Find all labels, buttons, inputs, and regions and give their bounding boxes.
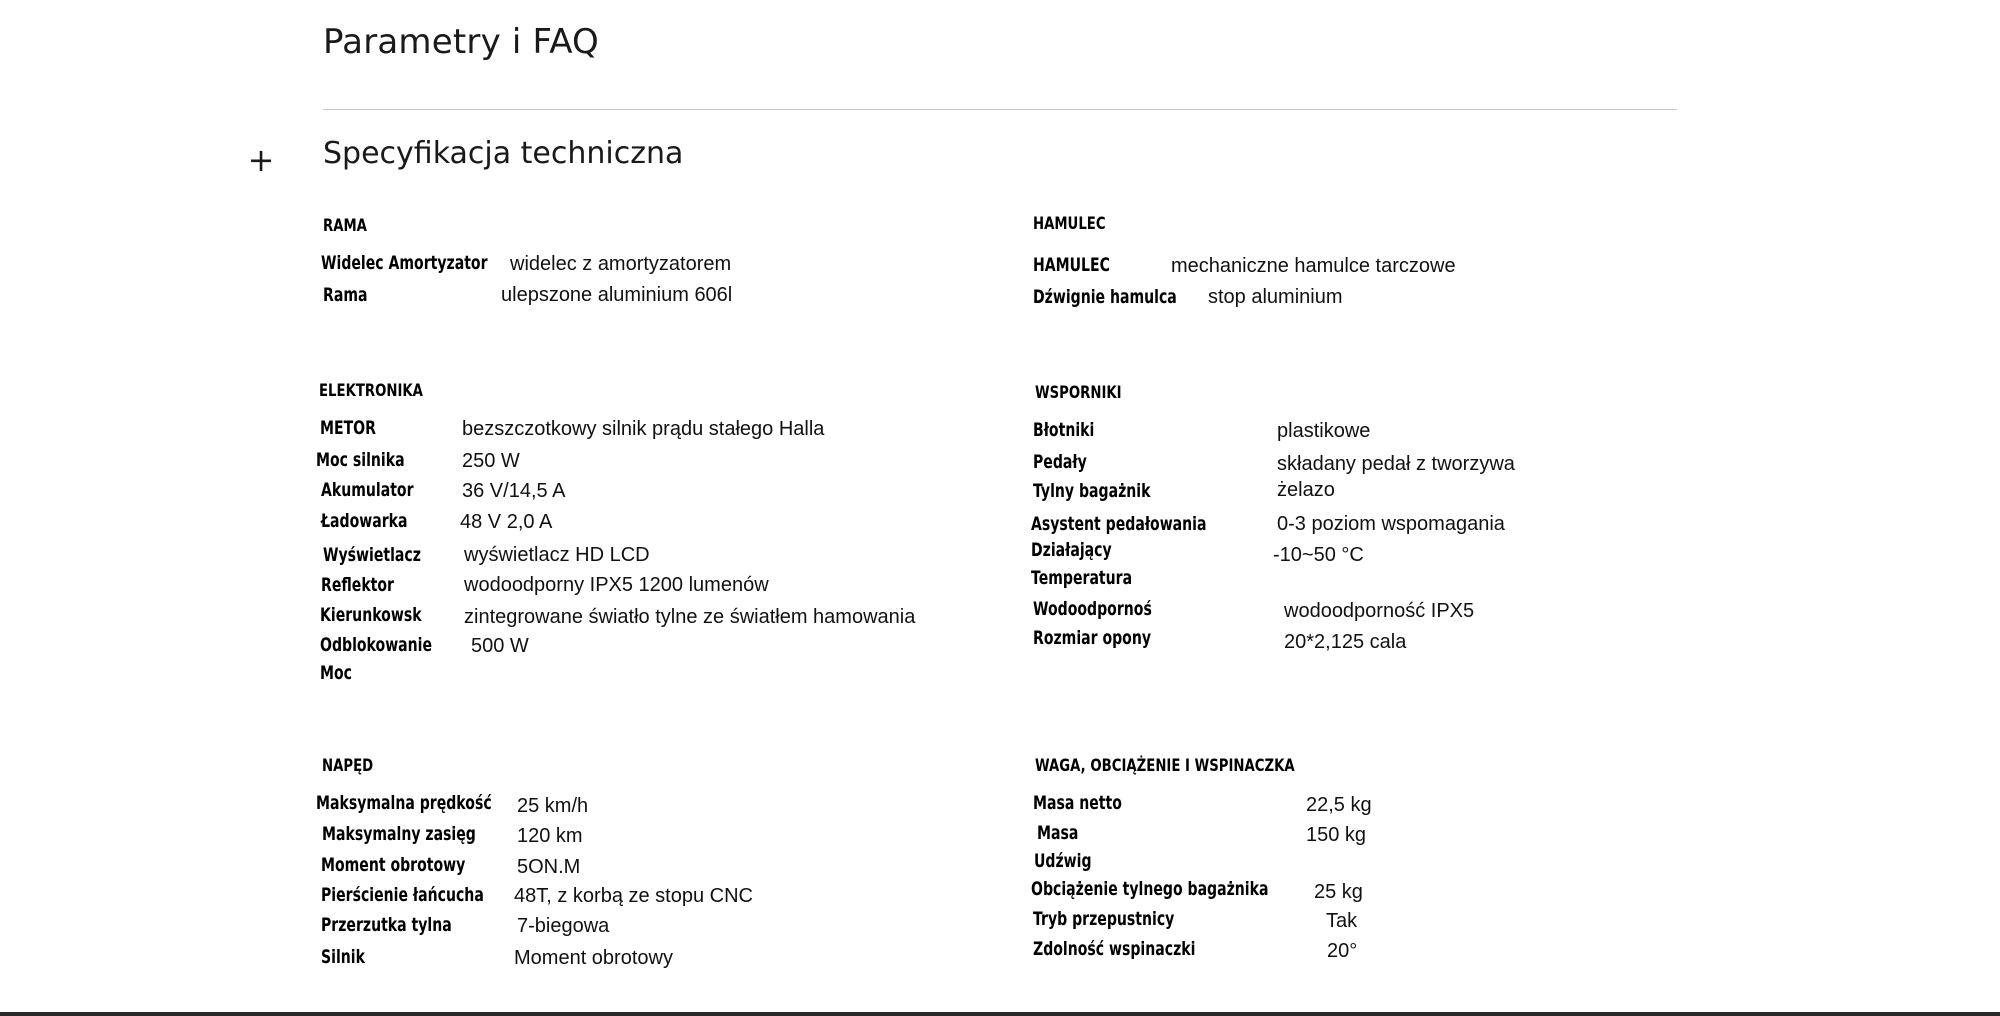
spec-label: Akumulator <box>321 479 414 501</box>
spec-value: stop aluminium <box>1208 286 1343 308</box>
spec-label: Tryb przepustnicy <box>1033 908 1175 930</box>
spec-value: zintegrowane światło tylne ze światłem hamowania <box>464 606 916 628</box>
spec-value: 36 V/14,5 A <box>462 480 566 502</box>
spec-value: widelec z amortyzatorem <box>510 253 732 275</box>
spec-label: Zdolność wspinaczki <box>1033 938 1196 960</box>
group-heading-waga: WAGA, OBCIĄŻENIE I WSPINACZKA <box>1035 756 1295 776</box>
spec-label: Przerzutka tylna <box>321 914 452 936</box>
spec-value: ulepszone aluminium 606l <box>501 284 733 306</box>
spec-label: Kierunkowsk <box>320 604 422 626</box>
spec-label: Rozmiar opony <box>1033 627 1152 649</box>
group-heading-wsporniki: WSPORNIKI <box>1035 383 1122 403</box>
spec-value: wodoodporność IPX5 <box>1284 600 1475 622</box>
spec-label: HAMULEC <box>1033 254 1110 276</box>
spec-label: Asystent pedałowania <box>1031 513 1207 535</box>
spec-value: składany pedał z tworzywa <box>1277 453 1515 475</box>
spec-label: Moc silnika <box>316 449 405 471</box>
spec-label: Reflektor <box>321 574 394 596</box>
spec-label: Wyświetlacz <box>323 544 421 566</box>
spec-value: żelazo <box>1277 479 1335 501</box>
spec-label: Błotniki <box>1033 419 1095 441</box>
section-title-specyfikacja[interactable]: Specyfikacja techniczna <box>323 136 684 171</box>
spec-value: 500 W <box>471 635 529 657</box>
spec-label: Masa <box>1037 822 1079 844</box>
spec-label: Odblokowanie <box>320 634 433 656</box>
spec-value: 48 V 2,0 A <box>460 511 553 533</box>
group-heading-rama: RAMA <box>323 216 367 236</box>
spec-label: Obciążenie tylnego bagażnika <box>1031 878 1269 900</box>
plus-icon[interactable]: + <box>247 141 275 179</box>
group-heading-naped: NAPĘD <box>322 756 374 776</box>
spec-value: 5ON.M <box>517 856 581 878</box>
spec-label: Tylny bagażnik <box>1033 480 1151 502</box>
spec-value: wodoodporny IPX5 1200 lumenów <box>464 574 769 596</box>
spec-label: Temperatura <box>1031 567 1133 589</box>
spec-value: -10~50 °C <box>1273 544 1364 566</box>
spec-value: plastikowe <box>1277 420 1371 442</box>
spec-label: Ładowarka <box>321 510 408 532</box>
spec-sheet-image <box>310 200 1690 980</box>
spec-label: Moment obrotowy <box>321 854 466 876</box>
spec-value: 25 kg <box>1314 881 1363 903</box>
spec-label: Masa netto <box>1033 792 1122 814</box>
spec-value: 0-3 poziom wspomagania <box>1277 513 1505 535</box>
spec-value: wyświetlacz HD LCD <box>464 544 650 566</box>
spec-label: Udźwig <box>1034 850 1092 872</box>
spec-value: 25 km/h <box>517 795 589 817</box>
spec-value: mechaniczne hamulce tarczowe <box>1171 255 1456 277</box>
spec-label: Silnik <box>321 946 365 968</box>
spec-label: Rama <box>323 284 368 306</box>
spec-value: 250 W <box>462 450 520 472</box>
spec-value: 120 km <box>517 825 583 847</box>
spec-label: Działający <box>1031 539 1112 561</box>
spec-value: 20*2,125 cala <box>1284 631 1407 653</box>
spec-label: Pierścienie łańcucha <box>321 884 484 906</box>
spec-value: 150 kg <box>1306 824 1367 846</box>
spec-value: Moment obrotowy <box>514 947 673 969</box>
spec-label: Maksymalny zasięg <box>322 823 476 845</box>
spec-label: Dźwignie hamulca <box>1033 286 1177 308</box>
spec-label: Maksymalna prędkość <box>316 792 492 814</box>
spec-label: Moc <box>320 662 352 684</box>
spec-label: METOR <box>320 417 376 439</box>
spec-value: 7-biegowa <box>517 915 610 937</box>
spec-value: 20° <box>1327 940 1358 962</box>
spec-value: bezszczotkowy silnik prądu stałego Halla <box>462 418 825 440</box>
spec-label: Wodoodpornoś <box>1033 598 1152 620</box>
group-heading-hamulec: HAMULEC <box>1033 214 1106 234</box>
spec-value: 48T, z korbą ze stopu CNC <box>514 885 753 907</box>
page-title: Parametry i FAQ <box>323 22 600 62</box>
page-bottom-border <box>0 1012 2000 1016</box>
spec-value: Tak <box>1326 910 1358 932</box>
title-divider <box>323 109 1677 110</box>
spec-value: 22,5 kg <box>1306 794 1372 816</box>
group-heading-elektronika: ELEKTRONIKA <box>319 381 423 401</box>
spec-label: Widelec Amortyzator <box>321 252 488 274</box>
spec-label: Pedały <box>1033 451 1087 473</box>
